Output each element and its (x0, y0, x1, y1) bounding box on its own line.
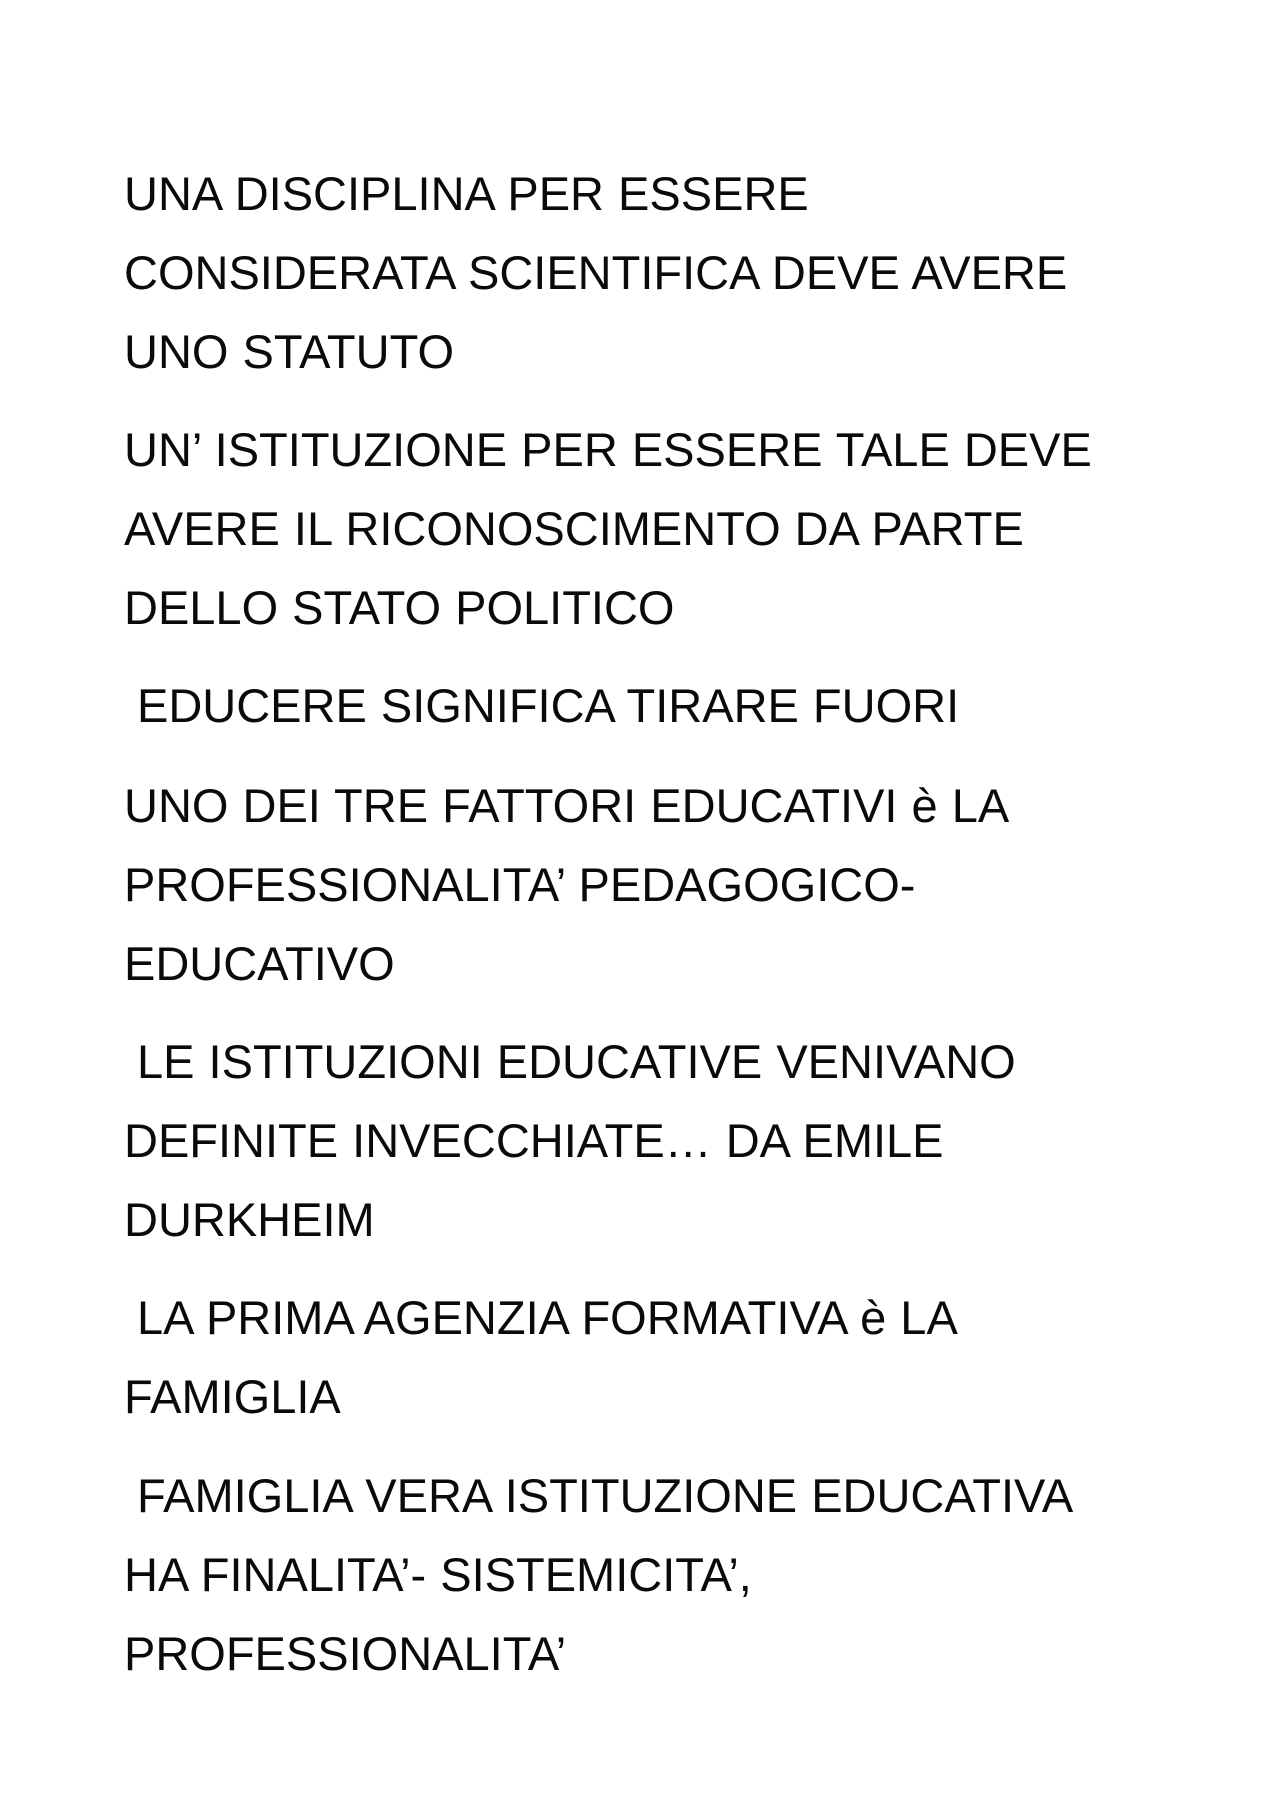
paragraph-line: PROFESSIONALITA’ PEDAGOGICO- (124, 858, 916, 911)
paragraph-line: EDUCATIVO (124, 937, 395, 990)
paragraph-famiglia-agenzia (124, 1278, 1204, 1436)
paragraph-line: AVERE IL RICONOSCIMENTO DA PARTE (124, 502, 1024, 555)
paragraph-line: LE ISTITUZIONI EDUCATIVE VENIVANO (137, 1035, 1016, 1088)
paragraph-statuto (124, 154, 1204, 391)
paragraph-line: FAMIGLIA VERA ISTITUZIONE EDUCATIVA (137, 1469, 1074, 1522)
paragraph-famiglia-istituzione (124, 1456, 1204, 1693)
paragraph-line: CONSIDERATA SCIENTIFICA DEVE AVERE (124, 246, 1068, 299)
paragraph-line: EDUCERE SIGNIFICA TIRARE FUORI (137, 679, 960, 732)
paragraph-line: FAMIGLIA (124, 1370, 341, 1423)
paragraph-line: UNA DISCIPLINA PER ESSERE (124, 167, 809, 220)
paragraph-line: HA FINALITA’- SISTEMICITA’, (124, 1548, 752, 1601)
paragraph-line: UN’ ISTITUZIONE PER ESSERE TALE DEVE (124, 423, 1092, 476)
paragraph-line: UNO DEI TRE FATTORI EDUCATIVI è LA (124, 779, 1010, 832)
paragraph-educere (124, 666, 1204, 745)
paragraph-line: UNO STATUTO (124, 325, 454, 378)
paragraph-line: DURKHEIM (124, 1193, 375, 1246)
paragraph-fattori-educativi (124, 766, 1204, 1003)
paragraph-istituzione (124, 410, 1204, 647)
paragraph-line: PROFESSIONALITA’ (124, 1627, 567, 1680)
paragraph-line: DELLO STATO POLITICO (124, 581, 675, 634)
paragraph-line: DEFINITE INVECCHIATE… DA EMILE (124, 1114, 944, 1167)
paragraph-durkheim (124, 1022, 1204, 1259)
paragraph-line: LA PRIMA AGENZIA FORMATIVA è LA (137, 1291, 958, 1344)
